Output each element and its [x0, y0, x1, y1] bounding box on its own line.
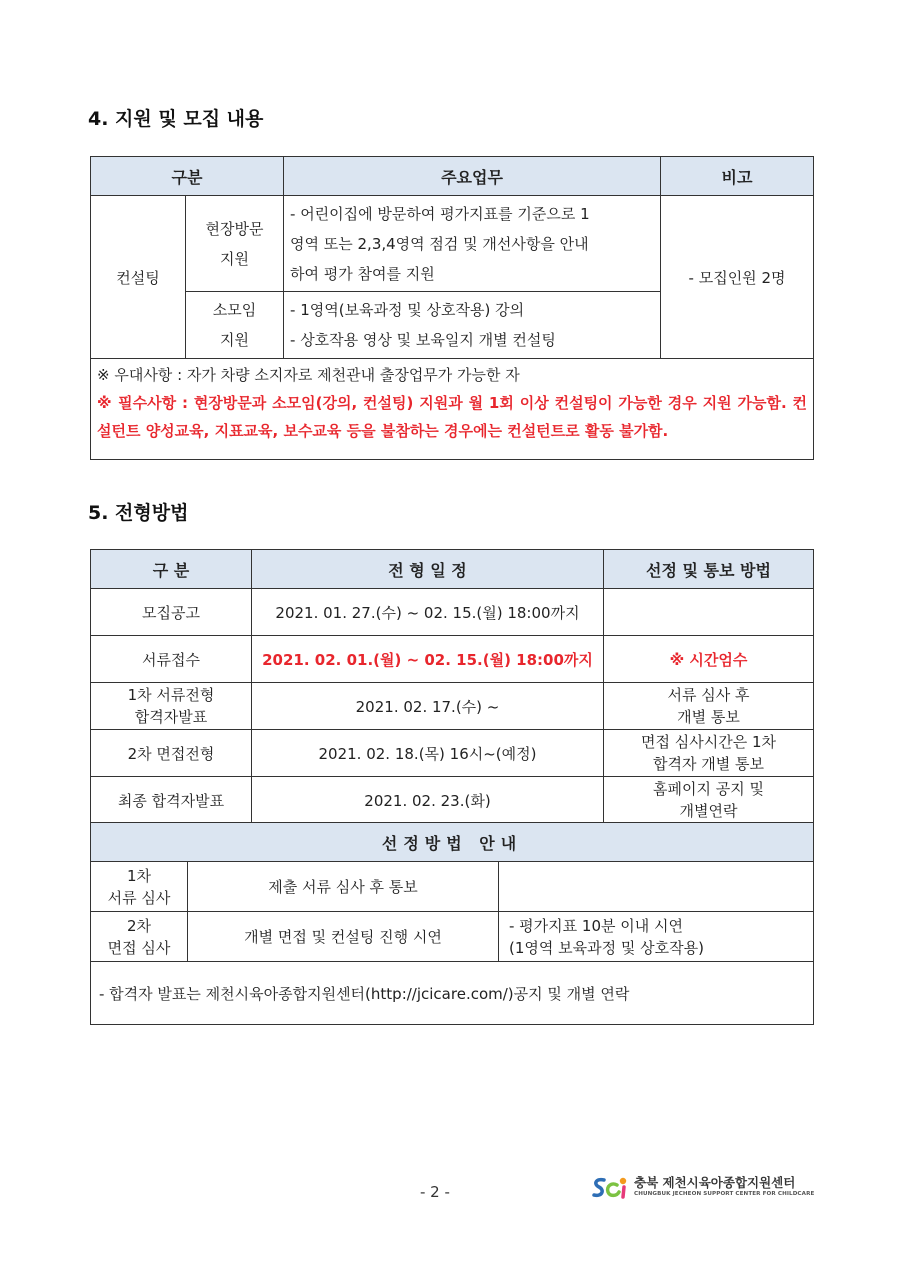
duty-line: 하여 평가 참여를 지원	[290, 264, 435, 283]
preference-note: ※ 우대사항 : 자가 차량 소지자로 제천관내 출장업무가 가능한 자	[97, 366, 520, 384]
sub-label: 소모임 지원	[212, 301, 257, 349]
duty-line: - 1영역(보육과정 및 상호작용) 강의	[290, 301, 525, 319]
row-method: ※ 시간엄수	[604, 636, 814, 683]
selection-guide-table	[90, 822, 814, 1025]
section4-title: 4. 지원 및 모집 내용	[88, 108, 264, 130]
guide-remark	[499, 862, 814, 912]
logo-mark-icon	[590, 1172, 632, 1204]
row-label	[91, 683, 252, 730]
duty-line: - 상호작용 영상 및 보육일지 개별 컨설팅	[290, 331, 556, 349]
category-consulting: 컨설팅	[91, 196, 186, 359]
duty-line: 영역 또는 2,3,4영역 점검 및 개선사항을 안내	[290, 234, 589, 253]
row-label: 2차 면접전형	[91, 730, 252, 777]
header-schedule: 전 형 일 정	[252, 550, 604, 589]
selection-schedule-table	[90, 549, 814, 824]
header-division: 구 분	[91, 550, 252, 589]
sub-category	[186, 196, 284, 292]
recruit-count: - 모집인원 2명	[661, 196, 814, 359]
row-schedule: 2021. 02. 23.(화)	[252, 777, 604, 824]
guide-label-text: 1차 서류 심사	[107, 866, 171, 907]
duty-cell	[284, 196, 661, 292]
guide-remark-text: - 평가지표 10분 이내 시연 (1영역 보육과정 및 상호작용)	[509, 916, 704, 957]
guide-label-text: 2차 면접 심사	[107, 916, 171, 957]
guide-title: 선정방법 안내	[91, 823, 814, 862]
guide-content: 개별 면접 및 컨설팅 진행 시연	[188, 912, 499, 962]
duty-line: - 어린이집에 방문하여 평가지표를 기준으로 1	[290, 204, 590, 223]
row-label: 서류접수	[91, 636, 252, 683]
row-method	[604, 777, 814, 824]
announcement: - 합격자 발표는 제천시육아종합지원센터(http://jcicare.com/)공지 및 개별 연락	[91, 962, 814, 1025]
sub-category	[186, 292, 284, 359]
row-schedule: 2021. 02. 18.(목) 16시~(예정)	[252, 730, 604, 777]
duty-cell	[284, 292, 661, 359]
row-method	[604, 589, 814, 636]
row-method	[604, 683, 814, 730]
section5-title: 5. 전형방법	[88, 502, 189, 524]
row-label: 모집공고	[91, 589, 252, 636]
guide-label	[91, 912, 188, 962]
guide-remark	[499, 912, 814, 962]
row-method-text: 홈페이지 공지 및 개별연락	[653, 780, 764, 820]
row-label: 최종 합격자발표	[91, 777, 252, 824]
row-schedule: 2021. 02. 17.(수) ~	[252, 683, 604, 730]
row-method	[604, 730, 814, 777]
center-logo	[590, 1172, 815, 1204]
row-method-text: 서류 심사 후 개별 통보	[667, 686, 750, 726]
row-label-text: 1차 서류전형 합격자발표	[127, 686, 215, 726]
header-method: 선정 및 통보 방법	[604, 550, 814, 589]
recruitment-table	[90, 156, 814, 460]
requirement-note: ※ 필수사항 : 현장방문과 소모임(강의, 컨설팅) 지원과 월 1회 이상 컨설팅이 가능한 경우 지원 가능함. 컨설턴트 양성교육, 지표교육, 보수교육 등을 불참하는 경우에는 컨설턴트로 활동 불가함.	[97, 394, 808, 440]
page-number: - 2 -	[420, 1183, 450, 1201]
row-method-text: 면접 심사시간은 1차 합격자 개별 통보	[640, 733, 776, 773]
header-category: 구분	[91, 157, 284, 196]
row-schedule: 2021. 02. 01.(월) ~ 02. 15.(월) 18:00까지	[252, 636, 604, 683]
logo-name: 충북 제천시육아종합지원센터	[634, 1175, 796, 1190]
logo-subtitle: CHUNGBUK JECHEON SUPPORT CENTER FOR CHILDCARE	[634, 1191, 815, 1197]
guide-label	[91, 862, 188, 912]
sub-label: 현장방문 지원	[205, 219, 264, 268]
row-schedule: 2021. 01. 27.(수) ~ 02. 15.(월) 18:00까지	[252, 589, 604, 636]
notes-cell	[91, 359, 814, 460]
guide-content: 제출 서류 심사 후 통보	[188, 862, 499, 912]
header-duties: 주요업무	[284, 157, 661, 196]
header-remarks: 비고	[661, 157, 814, 196]
